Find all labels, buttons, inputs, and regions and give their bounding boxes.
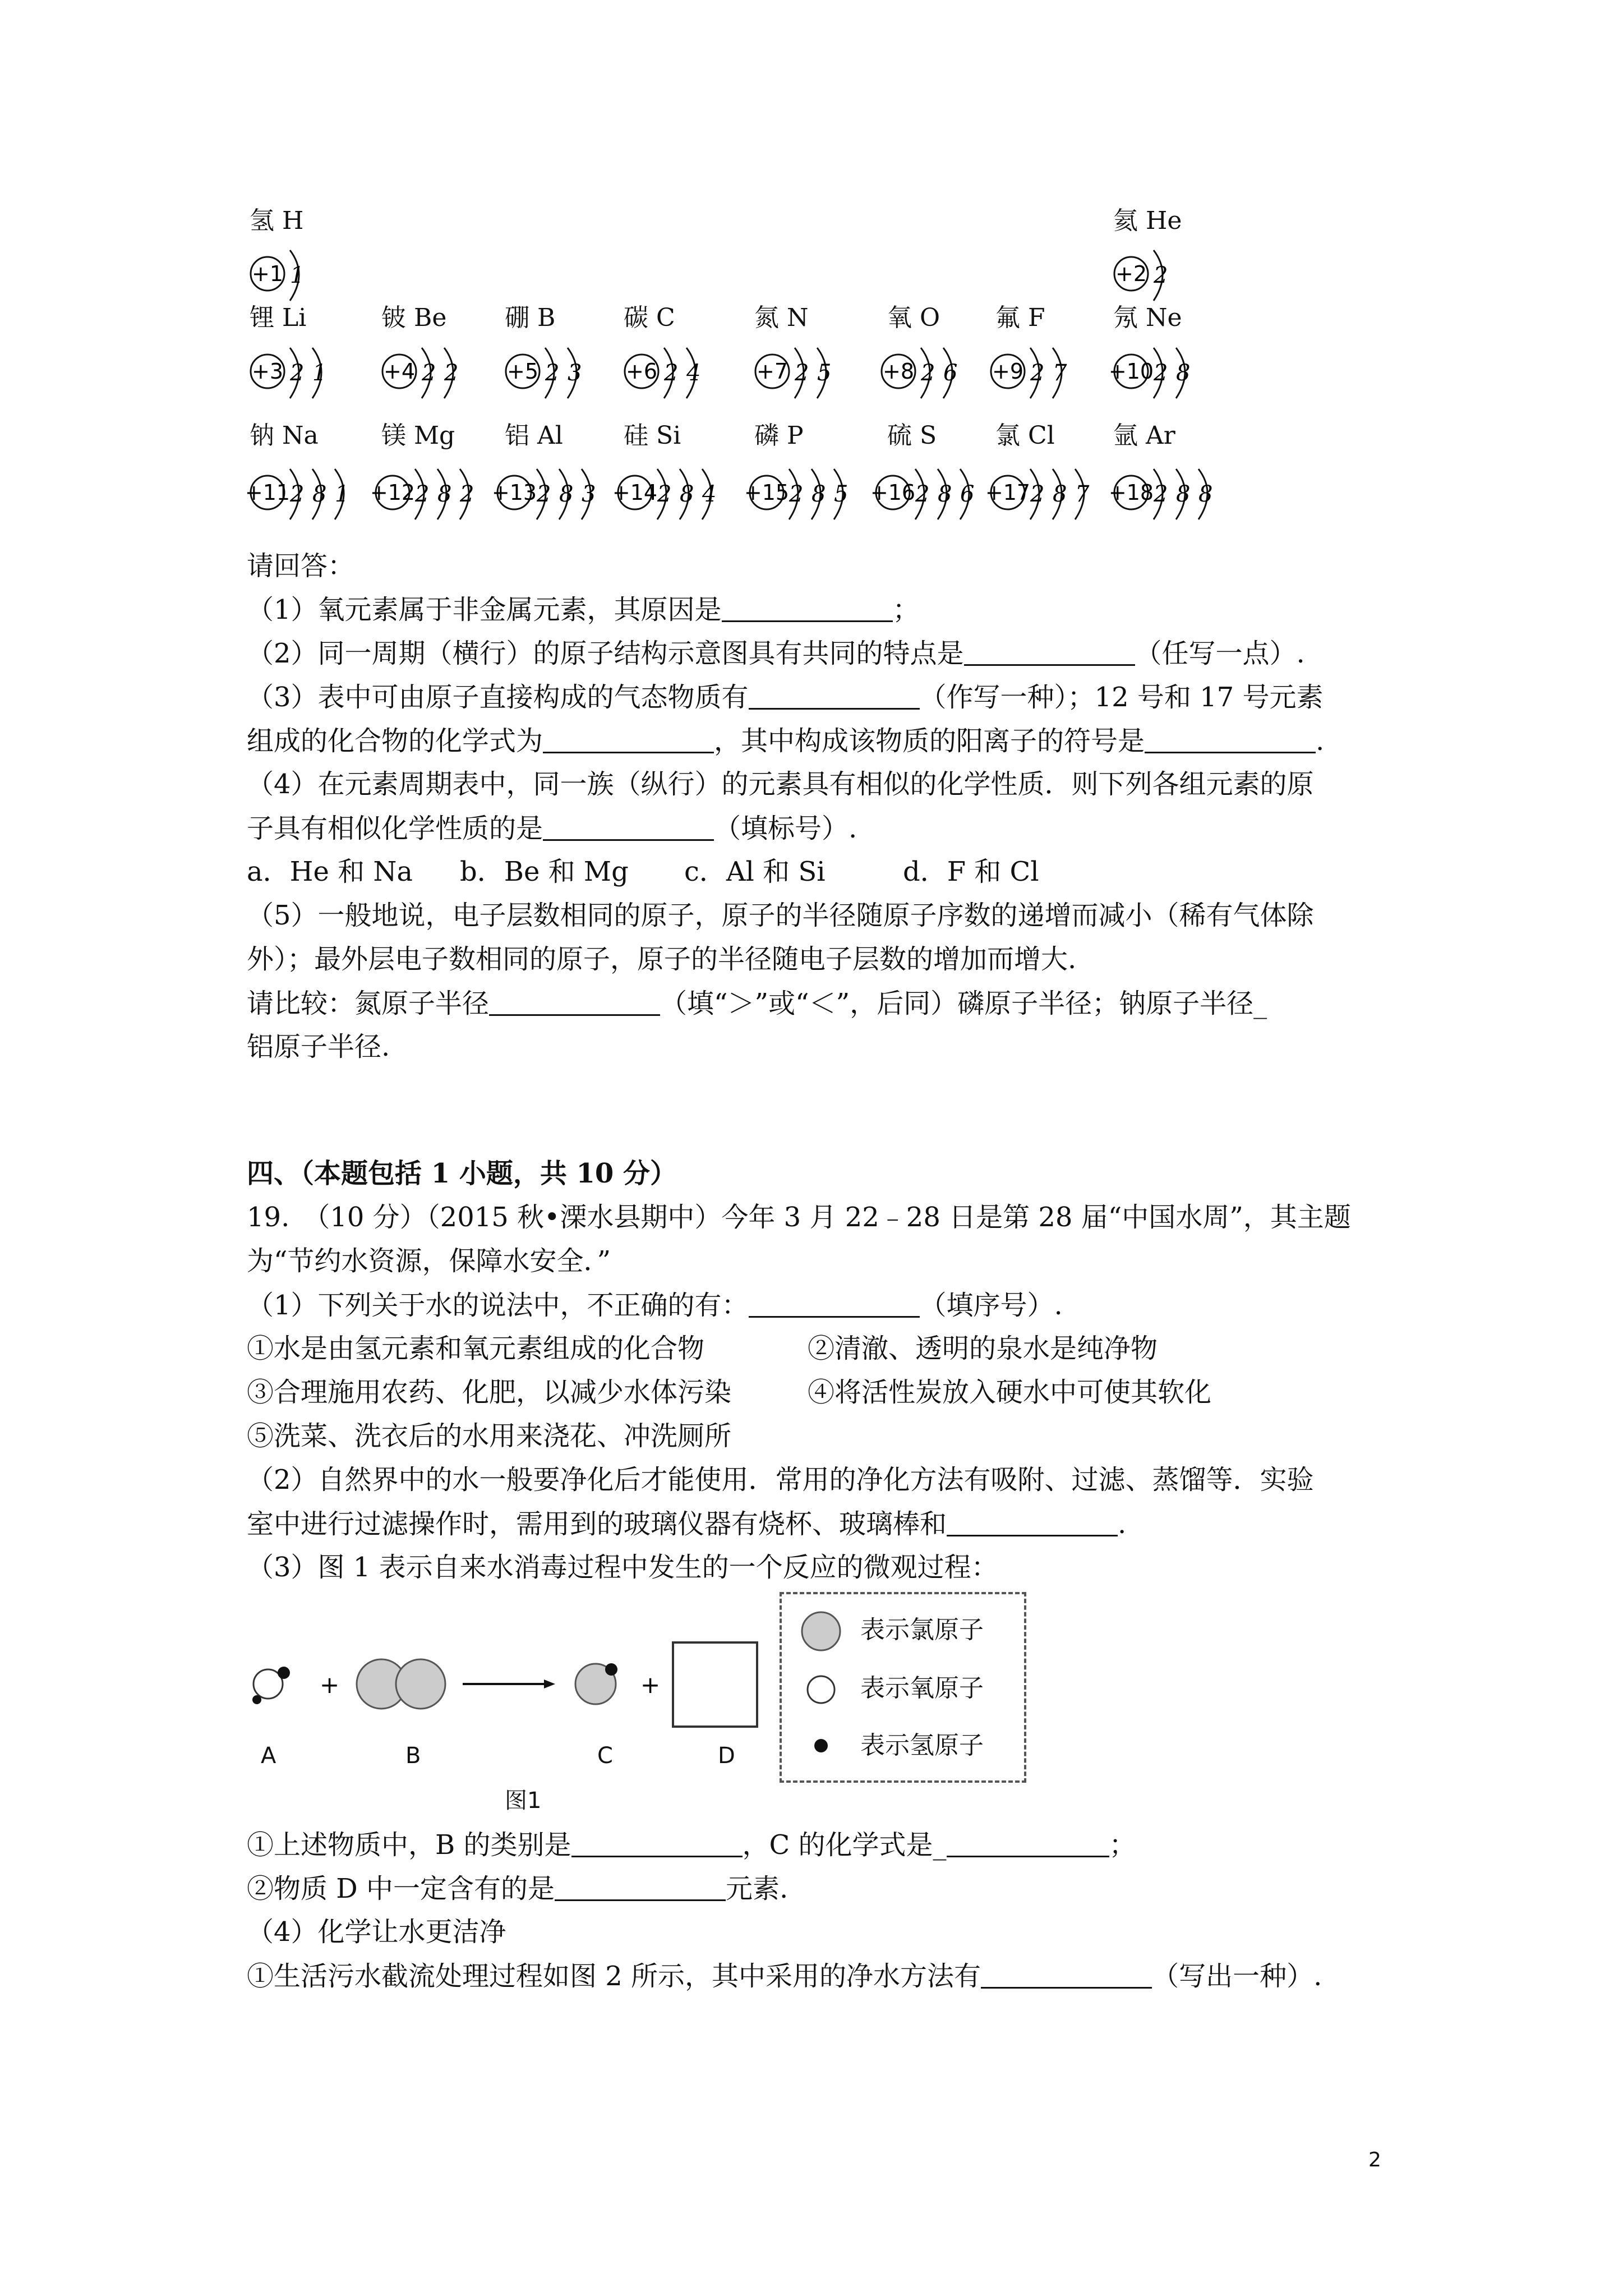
figure-label-d: D xyxy=(718,1743,735,1769)
hydrogen-atom-icon xyxy=(814,1739,828,1752)
electron-count: 5 xyxy=(817,360,832,386)
element-name: 硼 B xyxy=(505,303,556,332)
atom-structure xyxy=(1113,246,1181,307)
q18-part3-cont xyxy=(247,725,1325,757)
electron-count: 2 xyxy=(789,481,804,507)
electron-count: 8 xyxy=(312,481,327,507)
legend-hydrogen: 表示氢原子 xyxy=(860,1731,984,1760)
q18-part3b-end: . xyxy=(1316,725,1325,757)
q19-intro-cont: 为“节约水资源，保障水安全．” xyxy=(247,1245,611,1277)
element-name: 氦 He xyxy=(1113,206,1182,235)
q19-part3a xyxy=(247,1829,1136,1861)
atom-structure xyxy=(990,343,1080,405)
electron-count: 2 xyxy=(444,360,459,386)
nucleus-charge: +5 xyxy=(506,359,539,384)
answer-blank[interactable] xyxy=(555,1875,726,1901)
q19-item-1: ①水是由氢元素和氧元素组成的化合物 xyxy=(247,1333,705,1364)
answer-blank[interactable] xyxy=(964,639,1135,666)
q18-prompt: 请回答： xyxy=(247,550,355,582)
nucleus-charge: +15 xyxy=(744,480,790,505)
electron-count: 8 xyxy=(437,481,452,507)
electron-count: 2 xyxy=(915,481,930,507)
q18-part4b-text: 子具有相似化学性质的是 xyxy=(247,813,543,844)
option-d: d．F 和 Cl xyxy=(903,856,1039,887)
figure-label-a: A xyxy=(261,1743,276,1769)
element-name: 氩 Ar xyxy=(1113,421,1175,450)
nucleus-charge: +10 xyxy=(1108,359,1154,384)
electron-count: 3 xyxy=(568,360,582,386)
option-b: b．Be 和 Mg xyxy=(460,856,629,887)
option-a: a．He 和 Na xyxy=(247,856,413,887)
answer-blank[interactable] xyxy=(981,1962,1152,1989)
q18-part3-end: （作写一种）；12 号和 17 号元素 xyxy=(919,682,1324,713)
q19-part3: （3）图 1 表示自来水消毒过程中发生的一个反应的微观过程： xyxy=(247,1552,998,1583)
answer-blank[interactable] xyxy=(1145,727,1316,753)
nucleus-charge: +16 xyxy=(870,480,916,505)
q19-part3a-end: ； xyxy=(1109,1829,1136,1861)
electron-count: 8 xyxy=(1176,360,1191,386)
electron-count: 3 xyxy=(582,481,596,507)
q18-part5-cont: 外）；最外层电子数相同的原子，原子的半径随电子层数的增加而增大. xyxy=(247,944,1077,975)
q19-part4a-end: （写出一种）. xyxy=(1152,1961,1322,1992)
page-number: 2 xyxy=(1368,2148,1381,2171)
atom-structure xyxy=(870,464,987,526)
atom-structure xyxy=(250,246,317,307)
q18-part1-end: ； xyxy=(892,594,920,625)
answer-blank[interactable] xyxy=(722,596,893,622)
q19-part1-end: （填序号）. xyxy=(919,1290,1063,1321)
q19-part3b xyxy=(247,1875,788,1902)
q19-items-row3 xyxy=(247,1420,732,1452)
electron-count: 2 xyxy=(1154,481,1168,507)
element-name: 锂 Li xyxy=(250,303,307,332)
nucleus-charge: +6 xyxy=(625,359,658,384)
answer-blank[interactable] xyxy=(571,1831,743,1857)
molecule-a xyxy=(252,1667,290,1704)
nucleus-charge: +8 xyxy=(882,359,915,384)
q18-part5c-end: （填“＞”或“＜”，后同）磷原子半径；钠原子半径_ xyxy=(660,988,1267,1019)
q19-item-5: ⑤洗菜、洗衣后的水用来浇花、冲洗厕所 xyxy=(247,1420,732,1452)
element-name: 磷 P xyxy=(754,421,804,450)
answer-blank[interactable] xyxy=(489,990,660,1016)
q19-item-2: ②清澈、透明的泉水是纯净物 xyxy=(808,1333,1158,1364)
answer-blank[interactable] xyxy=(947,1831,1109,1857)
atom-structure xyxy=(985,464,1102,526)
element-name: 钠 Na xyxy=(250,421,319,450)
electron-count: 2 xyxy=(1030,481,1045,507)
q19-items-row2 xyxy=(247,1379,1211,1406)
element-name: 碳 C xyxy=(624,303,675,332)
chlorine-atom-icon xyxy=(802,1612,840,1650)
nucleus-charge: +12 xyxy=(370,480,416,505)
electron-count: 8 xyxy=(680,481,694,507)
electron-count: 8 xyxy=(938,481,952,507)
q18-part3b-mid: ，其中构成该物质的阳离子的符号是 xyxy=(714,725,1145,757)
q18-part3b-text: 组成的化合物的化学式为 xyxy=(247,725,543,757)
figure-label-c: C xyxy=(597,1743,613,1769)
electron-count: 2 xyxy=(1154,360,1168,386)
atom-structure xyxy=(754,343,844,405)
q18-part5c-text: 请比较：氮原子半径 xyxy=(247,988,490,1019)
element-name: 氖 Ne xyxy=(1113,303,1182,332)
electron-count: 8 xyxy=(1198,481,1213,507)
electron-count: 8 xyxy=(559,481,574,507)
element-name: 氟 F xyxy=(995,303,1045,332)
element-name: 铝 Al xyxy=(505,421,563,450)
electron-count: 2 xyxy=(1030,360,1045,386)
plus-sign: + xyxy=(320,1671,340,1699)
q18-part5: （5）一般地说，电子层数相同的原子，原子的半径随原子序数的递增而减小（稀有气体除 xyxy=(247,900,1314,931)
nucleus-charge: +7 xyxy=(756,359,789,384)
nucleus-charge: +2 xyxy=(1115,261,1147,286)
atom-structure xyxy=(1108,343,1203,405)
q19-item-3: ③合理施用农药、化肥，以减少水体污染 xyxy=(247,1377,732,1408)
q19-item-4: ④将活性炭放入硬水中可使其软化 xyxy=(808,1377,1212,1408)
nucleus-charge: +3 xyxy=(251,359,284,384)
q19-items-row1 xyxy=(247,1335,1158,1362)
electron-count: 2 xyxy=(415,481,430,507)
q19-part2-cont xyxy=(247,1510,1126,1538)
nucleus-charge: +14 xyxy=(612,480,658,505)
molecule-b xyxy=(357,1659,445,1709)
electron-count: 4 xyxy=(702,481,717,507)
atom-structure xyxy=(250,343,339,405)
molecule-c xyxy=(575,1663,617,1704)
q19-part3b-end: 元素. xyxy=(726,1873,789,1904)
element-name: 铍 Be xyxy=(381,303,447,332)
q18-part1-text: （1）氧元素属于非金属元素，其原因是 xyxy=(247,594,722,625)
electron-count: 2 xyxy=(545,360,560,386)
q19-part3a-mid: ，C 的化学式是_ xyxy=(742,1829,947,1861)
q18-part3-text: （3）表中可由原子直接构成的气态物质有 xyxy=(247,682,749,713)
atom-structure xyxy=(381,343,471,405)
nucleus-charge: +9 xyxy=(992,359,1024,384)
electron-count: 8 xyxy=(811,481,826,507)
q19-part2: （2）自然界中的水一般要净化后才能使用．常用的净化方法有吸附、过滤、蒸馏等．实验 xyxy=(247,1464,1314,1496)
q19-part3b-text: ②物质 D 中一定含有的是 xyxy=(247,1873,555,1904)
nucleus-charge: +11 xyxy=(245,480,291,505)
atom-structure xyxy=(491,464,608,526)
legend-chlorine: 表示氯原子 xyxy=(860,1616,984,1644)
electron-count: 6 xyxy=(960,481,975,507)
element-name: 氧 O xyxy=(887,303,940,332)
atom-structure xyxy=(612,464,729,526)
q18-part2-end: （任写一点）. xyxy=(1135,638,1305,669)
section-heading: 四、（本题包括 1 小题，共 10 分） xyxy=(247,1158,677,1189)
electron-count: 7 xyxy=(1053,360,1067,386)
element-name: 镁 Mg xyxy=(381,421,455,450)
answer-blank[interactable] xyxy=(749,683,920,710)
figure-label-b: B xyxy=(405,1743,421,1769)
nucleus-charge: +1 xyxy=(251,261,284,286)
electron-count: 2 xyxy=(537,481,551,507)
nucleus-charge: +13 xyxy=(491,480,537,505)
q18-part4-options xyxy=(247,858,1039,885)
figure-caption: 图1 xyxy=(505,1788,542,1814)
q18-part4: （4）在元素周期表中，同一族（纵行）的元素具有相似的化学性质．则下列各组元素的原 xyxy=(247,769,1314,800)
q19-part2b-end: . xyxy=(1118,1508,1127,1540)
electron-count: 1 xyxy=(335,481,349,507)
atom-structure xyxy=(245,464,362,526)
figure-legend xyxy=(780,1592,1026,1783)
q18-part2 xyxy=(247,639,1305,667)
q18-part4-cont xyxy=(247,815,857,842)
q19-part3a-text: ①上述物质中，B 的类别是 xyxy=(247,1829,571,1861)
molecule-d-box[interactable] xyxy=(673,1642,757,1727)
q18-part5-compare xyxy=(247,990,1267,1017)
electron-count: 2 xyxy=(921,360,935,386)
electron-count: 8 xyxy=(1053,481,1067,507)
electron-count: 6 xyxy=(943,360,958,386)
arrow-icon xyxy=(463,1680,555,1688)
electron-count: 7 xyxy=(1075,481,1090,507)
q18-part3 xyxy=(247,683,1323,711)
electron-count: 4 xyxy=(686,360,701,386)
q19-part4a-text: ①生活污水截流处理过程如图 2 所示，其中采用的净水方法有 xyxy=(247,1961,981,1992)
element-name: 氢 H xyxy=(250,206,304,235)
reaction-diagram xyxy=(247,1621,774,1733)
electron-count: 5 xyxy=(834,481,849,507)
legend-oxygen: 表示氧原子 xyxy=(860,1674,984,1703)
element-name: 氮 N xyxy=(754,303,809,332)
q19-part4a xyxy=(247,1962,1322,1990)
answer-blank[interactable] xyxy=(543,727,714,753)
atom-structure xyxy=(624,343,713,405)
nucleus-charge: +17 xyxy=(985,480,1031,505)
q19-part2b-text: 室中进行过滤操作时，需用到的玻璃仪器有烧杯、玻璃棒和 xyxy=(247,1508,947,1540)
atom-structure xyxy=(505,343,594,405)
answer-blank[interactable] xyxy=(543,815,714,841)
q19-intro: 19. （10 分）（2015 秋•溧水县期中）今年 3 月 22﹣28 日是第 28 届“中国水周”，其主题 xyxy=(247,1202,1351,1233)
nucleus-charge: +18 xyxy=(1108,480,1154,505)
atom-structure xyxy=(880,343,970,405)
element-name: 硅 Si xyxy=(624,421,681,450)
electron-count: 2 xyxy=(422,360,436,386)
electron-count: 2 xyxy=(664,360,679,386)
element-name: 氯 Cl xyxy=(995,421,1055,450)
option-c: c．Al 和 Si xyxy=(684,856,826,887)
oxygen-atom-icon xyxy=(808,1676,834,1703)
q18-part1 xyxy=(247,596,920,623)
electron-count: 8 xyxy=(1176,481,1191,507)
electron-count: 2 xyxy=(290,360,305,386)
q18-part5-compare-cont: 铝原子半径. xyxy=(247,1031,390,1062)
q19-part1 xyxy=(247,1291,1063,1319)
element-name: 硫 S xyxy=(887,421,937,450)
atom-structure xyxy=(1108,464,1225,526)
answer-blank[interactable] xyxy=(947,1510,1118,1536)
electron-count: 1 xyxy=(312,360,327,386)
electron-count: 2 xyxy=(795,360,809,386)
electron-count: 2 xyxy=(1154,263,1168,288)
q19-part1-text: （1）下列关于水的说法中，不正确的有： xyxy=(247,1290,749,1321)
q18-part2-text: （2）同一周期（横行）的原子结构示意图具有共同的特点是 xyxy=(247,638,964,669)
electron-count: 2 xyxy=(290,481,305,507)
q19-part4: （4）化学让水更洁净 xyxy=(247,1916,506,1948)
legend-symbols xyxy=(799,1611,843,1768)
nucleus-charge: +4 xyxy=(383,359,416,384)
answer-blank[interactable] xyxy=(749,1291,920,1318)
atom-structure xyxy=(744,464,861,526)
plus-sign: + xyxy=(640,1671,661,1699)
electron-count: 1 xyxy=(290,263,305,288)
electron-count: 2 xyxy=(657,481,672,507)
q18-part4b-end: （填标号）. xyxy=(714,813,857,844)
atom-structure xyxy=(370,464,487,526)
electron-count: 2 xyxy=(460,481,474,507)
